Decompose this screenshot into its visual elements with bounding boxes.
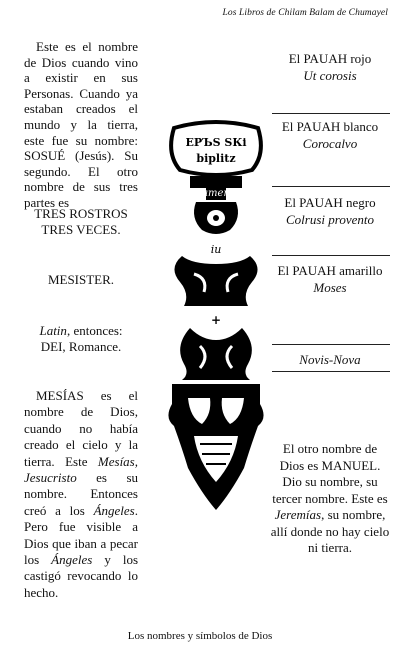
divider-rule xyxy=(272,371,390,372)
inscription-line-2: biplitz xyxy=(196,152,236,165)
paragraph-latin xyxy=(24,323,138,354)
divider-rule xyxy=(272,344,390,345)
paragraph-persons: Este es el nombre de Dios cuando vino a existir en sus Personas. Cuando ya estaban creados el mundo y la tierra, este fue su nombre: SOSUÉ (Jesús). Su segundo. El otro nombre de sus tres partes es xyxy=(24,39,138,210)
running-header: Los Libros de Chilam Balam de Chumayel xyxy=(222,8,388,18)
pauah-negro-block xyxy=(270,194,390,228)
pauah-amarillo-title: El PAUAH amarillo xyxy=(277,263,383,278)
latin-word: Latin xyxy=(39,323,67,338)
latin-rest: , entonces: xyxy=(66,323,123,338)
tres-rostros-line: TRES ROSTROS xyxy=(34,206,128,221)
iu-glyph: iu xyxy=(210,243,222,256)
divider-rule xyxy=(272,113,390,114)
paragraph-mesias: MESÍAS es el nombre de Dios, cuando no había creado el cielo y la tierra. Este Mesías, Jesucristo es su nombre. Entonces creó a los Ángeles. Pero fue visible a Dios que iban a pecar los Ángeles y los castigó revocando lo hecho. xyxy=(24,388,138,600)
amen-glyph: amen xyxy=(202,188,230,199)
eye-pupil xyxy=(213,215,219,221)
novis-nova-block xyxy=(270,351,390,368)
pauah-negro-subtitle: Colrusi provento xyxy=(286,212,374,227)
pauah-rojo-block xyxy=(270,50,390,84)
plus-glyph: + xyxy=(210,313,222,327)
scroll-segment xyxy=(174,256,257,306)
pauah-rojo-title: El PAUAH rojo xyxy=(288,51,372,66)
dei-romance-line: DEI, Romance. xyxy=(40,338,122,354)
pauah-negro-title: El PAUAH negro xyxy=(284,195,376,210)
pauah-amarillo-block xyxy=(270,262,390,296)
paragraph-manuel: El otro nombre de Dios es MANUEL. Dio su nombre, su tercer nombre. Este es Jeremías, su nombre, allí donde no hay cielo ni tierra. xyxy=(270,441,390,555)
tres-veces-line: TRES VECES. xyxy=(41,221,121,237)
pauah-amarillo-subtitle: Moses xyxy=(313,280,347,295)
novis-nova-label: Novis-Nova xyxy=(299,352,361,367)
divine-symbol-figure xyxy=(160,118,272,514)
pauah-blanco-subtitle: Corocalvo xyxy=(302,136,358,151)
inscription-line-1: ЕРЪS ЅКі xyxy=(185,136,247,149)
paragraph-mesister: MESISTER. xyxy=(47,272,115,287)
figure-caption: Los nombres y símbolos de Dios xyxy=(127,630,273,642)
pauah-blanco-block xyxy=(270,118,390,152)
pauah-blanco-title: El PAUAH blanco xyxy=(281,119,379,134)
divider-rule xyxy=(272,255,390,256)
divider-rule xyxy=(272,186,390,187)
paragraph-tres-rostros xyxy=(24,206,138,237)
lyre-segment xyxy=(180,328,252,380)
pauah-rojo-subtitle: Ut corosis xyxy=(303,68,357,83)
